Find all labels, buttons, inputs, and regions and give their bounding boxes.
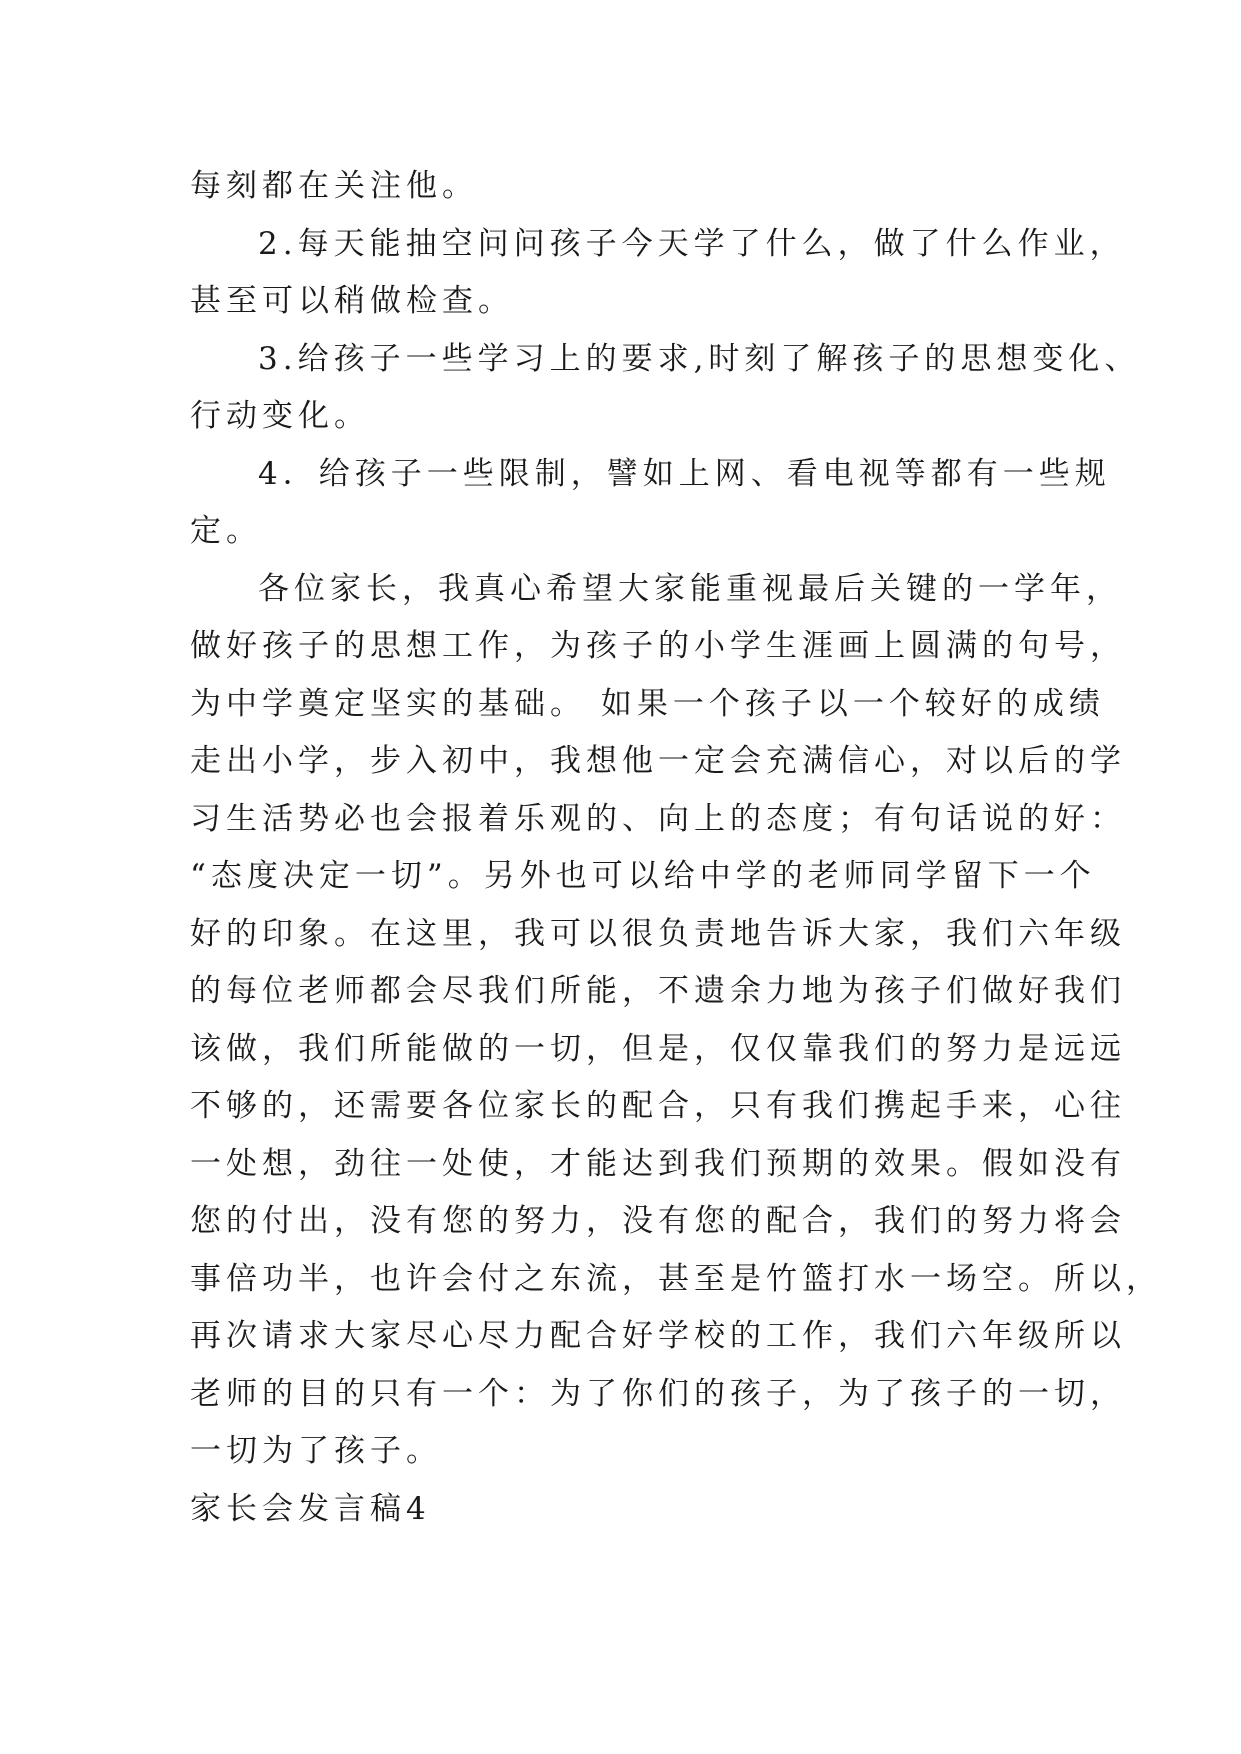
text-line: 不够的，还需要各位家长的配合，只有我们携起手来，心往 — [190, 1088, 1126, 1124]
text-line: 一切为了孩子。 — [190, 1433, 442, 1469]
text-line: 再次请求大家尽心尽力配合好学校的工作，我们六年级所以 — [190, 1318, 1126, 1354]
paragraph-start: 各位家长，我真心希望大家能重视最后关键的一学年， — [258, 570, 1122, 607]
text-line: 该做，我们所能做的一切，但是，仅仅靠我们的努力是远远 — [190, 1030, 1126, 1067]
text-line: 一处想，劲往一处使，才能达到我们预期的效果。假如没有 — [190, 1145, 1126, 1182]
text-line: 老师的目的只有一个：为了你们的孩子，为了孩子的一切， — [190, 1375, 1126, 1412]
text-line: 行动变化。 — [190, 398, 370, 434]
text-line: 每刻都在关注他。 — [190, 168, 478, 204]
document-body — [190, 158, 1162, 1538]
text-line: 事倍功半，也许会付之东流，甚至是竹篮打水一场空。所以， — [190, 1260, 1162, 1297]
text-line: 甚至可以稍做检查。 — [190, 283, 514, 319]
text-line: 定。 — [190, 513, 262, 549]
text-line: 做好孩子的思想工作，为孩子的小学生涯画上圆满的句号， — [190, 628, 1126, 664]
text-line: 您的付出，没有您的努力，没有您的配合，我们的努力将会 — [190, 1203, 1126, 1239]
text-line: 习生活势必也会报着乐观的、向上的态度；有句话说的好： — [190, 800, 1126, 837]
list-item-3: 3.给孩子一些学习上的要求,时刻了解孩子的思想变化、 — [258, 340, 1141, 377]
text-line: “态度决定一切”。另外也可以给中学的老师同学留下一个 — [190, 858, 1096, 894]
section-heading: 家长会发言稿4 — [190, 1490, 431, 1527]
text-line: 为中学奠定坚实的基础。 如果一个孩子以一个较好的成绩 — [190, 685, 1105, 722]
text-line: 好的印象。在这里，我可以很负责地告诉大家，我们六年级 — [190, 915, 1126, 952]
text-line: 的每位老师都会尽我们所能，不遗余力地为孩子们做好我们 — [190, 973, 1126, 1009]
text-line: 走出小学，步入初中，我想他一定会充满信心，对以后的学 — [190, 743, 1126, 779]
list-item-2: 2.每天能抽空问问孩子今天学了什么，做了什么作业， — [258, 225, 1126, 262]
list-item-4: 4．给孩子一些限制，譬如上网、看电视等都有一些规 — [258, 455, 1111, 492]
